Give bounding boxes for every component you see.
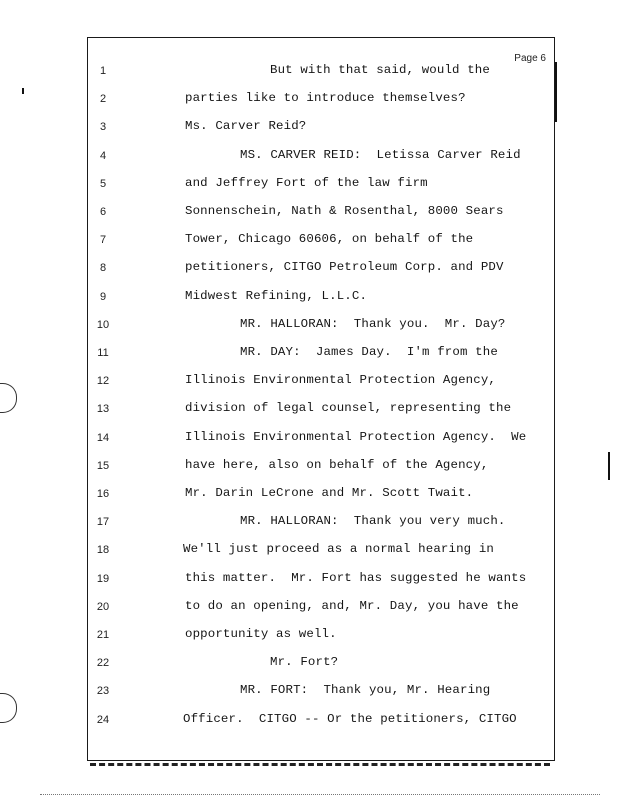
page-number: Page 6 xyxy=(514,53,546,64)
line-text: to do an opening, and, Mr. Day, you have the xyxy=(185,598,519,613)
line-text: Sonnenschein, Nath & Rosenthal, 8000 Sears xyxy=(185,204,504,218)
line-number: 23 xyxy=(96,685,110,698)
line-text: MS. CARVER REID: Letissa Carver Reid xyxy=(240,147,521,162)
line-number: 15 xyxy=(96,459,110,472)
line-text: Midwest Refining, L.L.C. xyxy=(185,288,368,303)
transcript-line xyxy=(0,176,620,196)
transcript-line xyxy=(0,260,620,280)
line-number: 16 xyxy=(96,488,110,500)
page-border xyxy=(87,37,555,761)
transcript-line xyxy=(0,148,620,168)
transcript-line xyxy=(0,289,620,309)
line-text: and Jeffrey Fort of the law firm xyxy=(185,175,428,190)
transcript-line xyxy=(0,401,620,421)
transcript-line xyxy=(0,91,620,111)
line-number: 14 xyxy=(96,431,110,444)
line-number: 24 xyxy=(96,713,110,726)
line-text: Ms. Carver Reid? xyxy=(185,119,307,134)
line-number: 21 xyxy=(96,629,110,641)
line-number: 1 xyxy=(99,65,107,77)
scan-speck xyxy=(22,88,24,94)
line-text: division of legal counsel, representing the xyxy=(185,401,512,416)
line-text: have here, also on behalf of the Agency, xyxy=(185,457,489,472)
line-text: Officer. CITGO -- Or the petitioners, CITGO xyxy=(183,711,517,726)
transcript-line xyxy=(0,63,620,83)
line-number: 19 xyxy=(96,572,110,585)
line-number: 20 xyxy=(96,600,110,613)
transcript-line xyxy=(0,345,620,365)
line-text: Mr. Darin LeCrone and Mr. Scott Twait. xyxy=(185,486,474,500)
line-text: MR. HALLORAN: Thank you very much. xyxy=(240,514,506,529)
bottom-rule xyxy=(90,763,550,766)
scan-footer-noise xyxy=(40,794,600,795)
line-number: 17 xyxy=(96,516,110,529)
line-number: 6 xyxy=(99,206,107,218)
line-number: 7 xyxy=(99,234,107,247)
transcript-line xyxy=(0,712,620,732)
line-text: Mr. Fort? xyxy=(270,655,339,670)
transcript-line xyxy=(0,599,620,619)
line-number: 13 xyxy=(96,403,110,416)
transcript-line xyxy=(0,204,620,224)
line-number: 4 xyxy=(99,149,107,162)
line-number: 3 xyxy=(99,121,107,134)
transcript-line xyxy=(0,655,620,675)
line-text: We'll just proceed as a normal hearing in xyxy=(183,542,495,557)
line-text: opportunity as well. xyxy=(185,627,337,641)
transcript-line xyxy=(0,232,620,252)
line-number: 10 xyxy=(96,318,110,331)
scan-edge-mark xyxy=(608,452,610,480)
transcript-line xyxy=(0,317,620,337)
transcript-line xyxy=(0,571,620,591)
line-text: But with that said, would the xyxy=(270,63,490,77)
line-text: petitioners, CITGO Petroleum Corp. and PDV xyxy=(185,260,504,275)
line-number: 11 xyxy=(97,347,109,359)
line-number: 2 xyxy=(99,93,107,106)
line-text: parties like to introduce themselves? xyxy=(185,91,466,106)
line-number: 9 xyxy=(99,290,107,303)
transcript-line xyxy=(0,430,620,450)
line-text: Illinois Environmental Protection Agency. We xyxy=(185,429,527,444)
line-text: MR. FORT: Thank you, Mr. Hearing xyxy=(240,683,491,698)
line-number: 5 xyxy=(99,177,107,190)
line-number: 8 xyxy=(99,262,107,275)
transcript-line xyxy=(0,514,620,534)
line-text: Illinois Environmental Protection Agency, xyxy=(185,373,497,388)
transcript-line xyxy=(0,542,620,562)
transcript-line xyxy=(0,373,620,393)
transcript-line xyxy=(0,458,620,478)
scan-edge-mark xyxy=(555,62,557,122)
line-number: 12 xyxy=(96,375,110,388)
line-text: MR. HALLORAN: Thank you. Mr. Day? xyxy=(240,316,506,331)
line-text: this matter. Mr. Fort has suggested he wants xyxy=(185,570,527,585)
line-text: Tower, Chicago 60606, on behalf of the xyxy=(185,232,474,247)
transcript-line xyxy=(0,683,620,703)
line-number: 18 xyxy=(96,544,110,557)
transcript-line xyxy=(0,627,620,647)
line-text: MR. DAY: James Day. I'm from the xyxy=(240,345,498,359)
transcript-line xyxy=(0,486,620,506)
transcript-line xyxy=(0,119,620,139)
line-number: 22 xyxy=(96,657,110,670)
